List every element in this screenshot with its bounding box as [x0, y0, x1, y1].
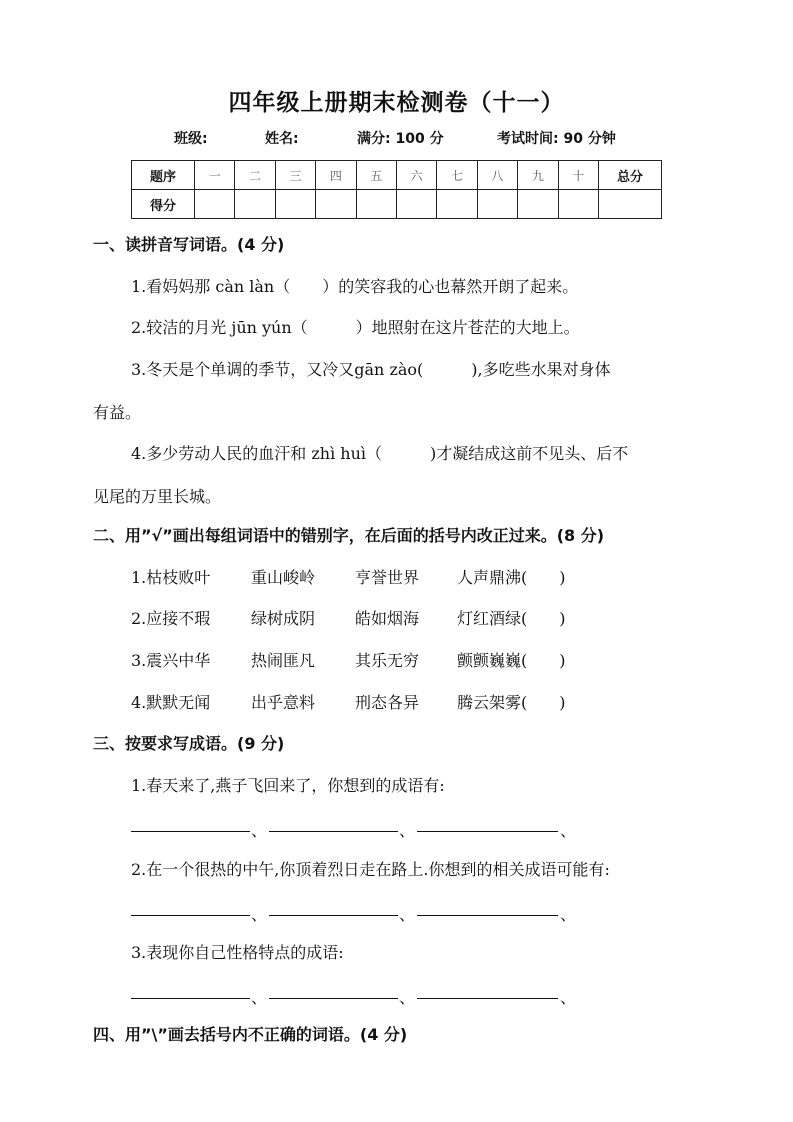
score-cell[interactable]	[477, 190, 517, 219]
section2-r4-c1: 4.默默无闻	[131, 693, 211, 712]
row-label-score: 得分	[132, 190, 195, 219]
section3-q3: 3.表现你自己性格特点的成语:	[131, 943, 344, 962]
section2-r2-c2: 绿树成阴	[251, 609, 316, 628]
col-10: 十	[558, 161, 598, 190]
answer-line[interactable]	[131, 831, 250, 832]
answer-line[interactable]	[417, 831, 558, 832]
separator: 、	[399, 821, 416, 840]
section2-r3-c1: 3.震兴中华	[131, 651, 211, 670]
full-score: 满分: 100 分	[357, 131, 444, 147]
score-cell[interactable]	[396, 190, 436, 219]
col-2: 二	[235, 161, 275, 190]
section2-r3-c2: 热闹匪凡	[251, 651, 316, 670]
separator: 、	[560, 905, 577, 924]
section1-q3-line2: 有益。	[93, 403, 142, 422]
section2-r2-c3: 皓如烟海	[355, 609, 420, 628]
section1-heading: 一、读拼音写词语。(4 分)	[93, 235, 285, 254]
separator: 、	[560, 821, 577, 840]
section3-heading: 三、按要求写成语。(9 分)	[93, 734, 285, 753]
score-cell[interactable]	[316, 190, 356, 219]
section2-r4-c4: 腾云架雾( )	[457, 693, 566, 712]
section3-q1: 1.春天来了,燕子飞回来了，你想到的成语有:	[131, 776, 445, 795]
section2-r1-c4: 人声鼎沸( )	[457, 568, 566, 587]
score-cell[interactable]	[195, 190, 235, 219]
answer-line[interactable]	[269, 831, 398, 832]
section3-q2: 2.在一个很热的中午,你顶着烈日走在路上.你想到的相关成语可能有:	[131, 860, 610, 879]
separator: 、	[560, 988, 577, 1007]
answer-line[interactable]	[269, 915, 398, 916]
separator: 、	[399, 988, 416, 1007]
col-6: 六	[396, 161, 436, 190]
answer-line[interactable]	[131, 915, 250, 916]
section2-r1-c3: 亨誉世界	[355, 568, 420, 587]
answer-line[interactable]	[417, 998, 558, 999]
row-label-question: 题序	[132, 161, 195, 190]
section1-q1: 1.看妈妈那 càn làn（ ）的笑容我的心也幕然开朗了起来。	[131, 277, 579, 296]
class-label: 班级:	[174, 131, 208, 147]
section2-r3-c4: 颤颤巍巍( )	[457, 651, 566, 670]
col-5: 五	[356, 161, 396, 190]
section2-heading: 二、用”√”画出每组词语中的错别字，在后面的括号内改正过来。(8 分)	[93, 526, 605, 545]
score-cell-total[interactable]	[599, 190, 662, 219]
page-title: 四年级上册期末检测卷（十一）	[228, 90, 565, 116]
score-cell[interactable]	[558, 190, 598, 219]
col-9: 九	[518, 161, 558, 190]
section2-r1-c1: 1.枯枝败叶	[131, 568, 211, 587]
separator: 、	[399, 905, 416, 924]
col-total: 总分	[599, 161, 662, 190]
answer-line[interactable]	[131, 998, 250, 999]
score-table-header-row	[132, 161, 662, 190]
section2-r2-c1: 2.应接不瑕	[131, 609, 211, 628]
section1-q2: 2.较洁的月光 jūn yún（ ）地照射在这片苍茫的大地上。	[131, 318, 580, 337]
section2-r1-c2: 重山峻岭	[251, 568, 316, 587]
name-label: 姓名:	[265, 131, 299, 147]
score-cell[interactable]	[235, 190, 275, 219]
answer-line[interactable]	[417, 915, 558, 916]
section2-r4-c3: 刑态各异	[355, 693, 420, 712]
score-cell[interactable]	[356, 190, 396, 219]
answer-line[interactable]	[269, 998, 398, 999]
section1-q3-line1: 3.冬天是个单调的季节，又冷又gān zào( ),多吃些水果对身体	[131, 360, 611, 379]
section2-r3-c3: 其乐无穷	[355, 651, 420, 670]
section2-r4-c2: 出乎意料	[251, 693, 316, 712]
score-table-score-row	[132, 190, 662, 219]
separator: 、	[251, 905, 268, 924]
col-8: 八	[477, 161, 517, 190]
score-table	[131, 160, 662, 219]
separator: 、	[251, 988, 268, 1007]
exam-time: 考试时间: 90 分钟	[497, 131, 616, 147]
section1-q4-line1: 4.多少劳动人民的血汗和 zhì huì（ )才凝结成这前不见头、后不	[131, 444, 629, 463]
section4-heading: 四、用”\”画去括号内不正确的词语。(4 分)	[93, 1025, 408, 1044]
section2-r2-c4: 灯红酒绿( )	[457, 609, 566, 628]
separator: 、	[251, 821, 268, 840]
section1-q4-line2: 见尾的万里长城。	[93, 487, 222, 506]
score-cell[interactable]	[275, 190, 315, 219]
col-1: 一	[195, 161, 235, 190]
col-7: 七	[437, 161, 477, 190]
score-cell[interactable]	[437, 190, 477, 219]
col-3: 三	[275, 161, 315, 190]
score-cell[interactable]	[518, 190, 558, 219]
col-4: 四	[316, 161, 356, 190]
